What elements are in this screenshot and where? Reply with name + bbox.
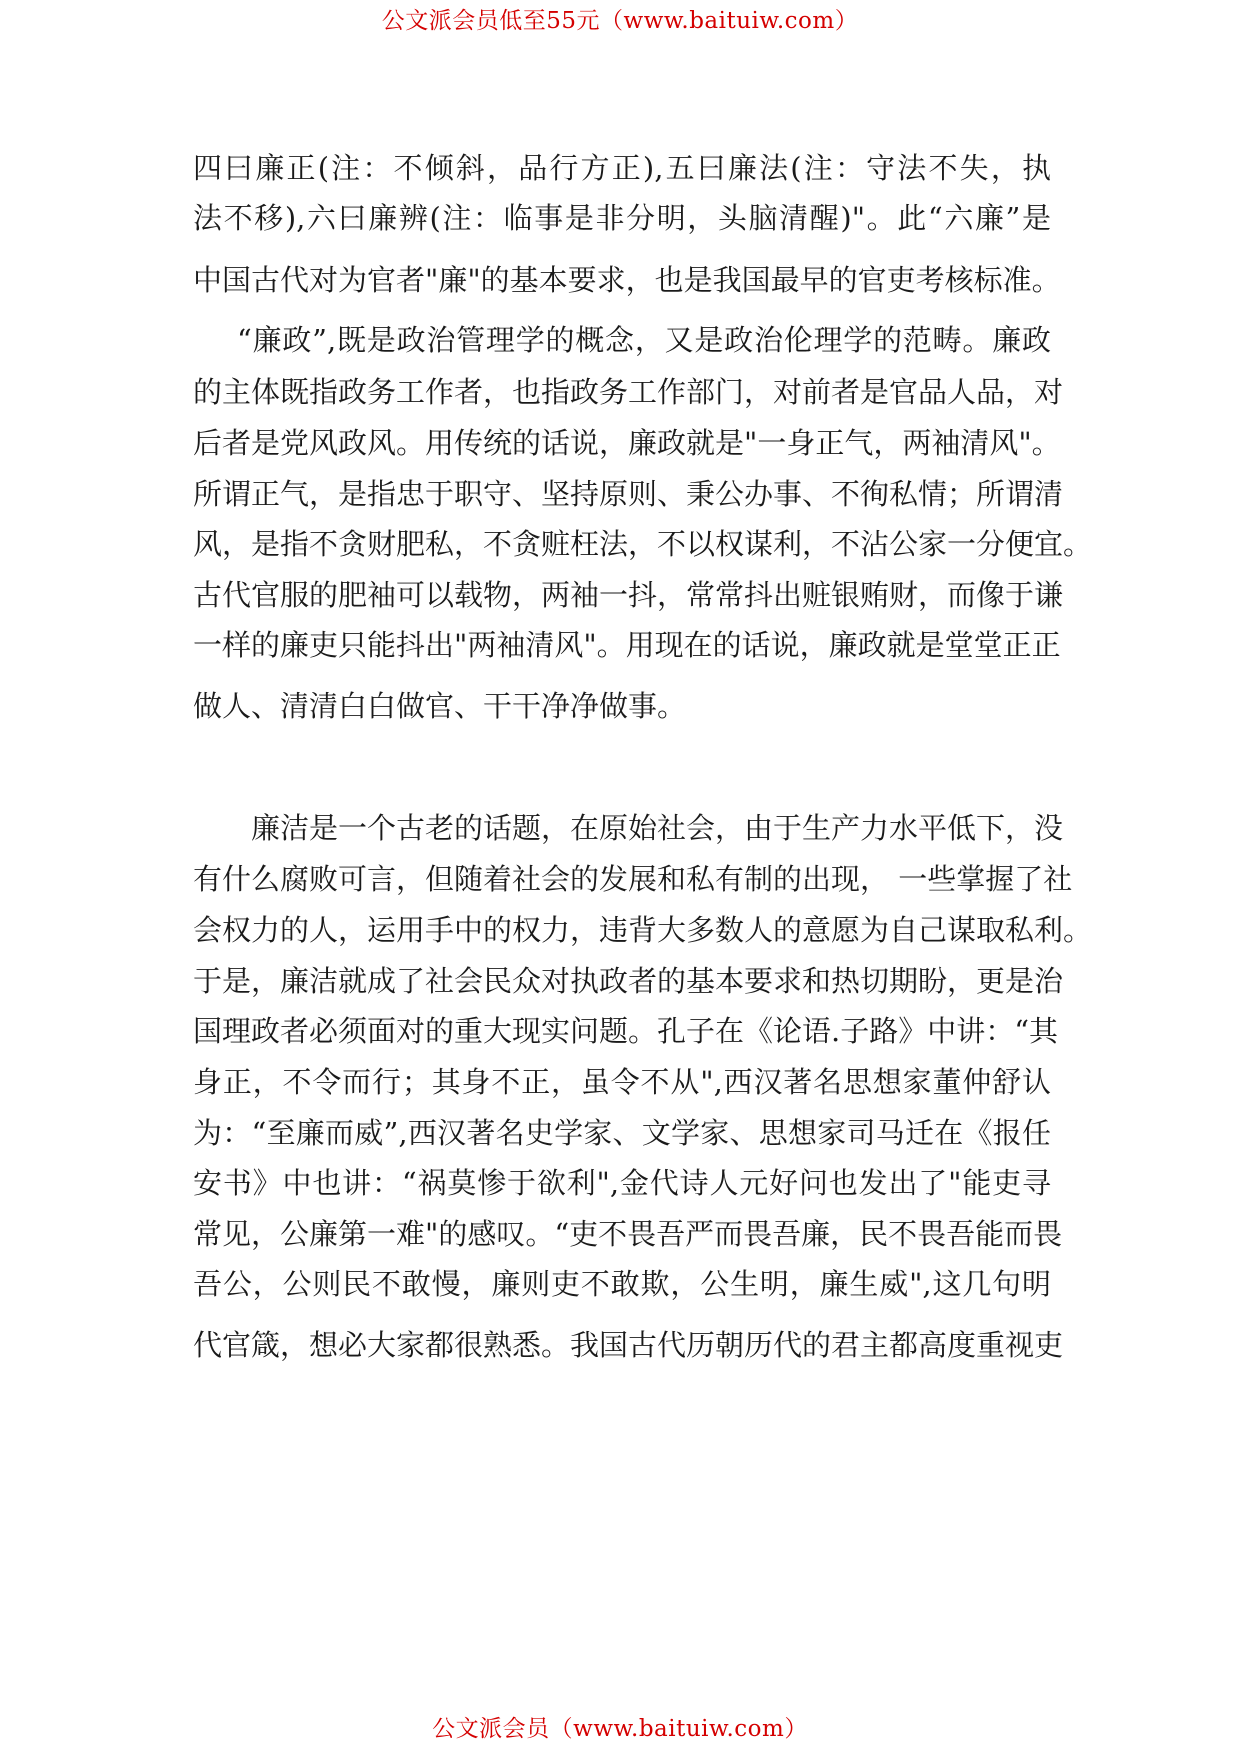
body-line: 风，是指不贪财肥私，不贪赃枉法，不以权谋利，不沾公家一分便宜。 — [193, 527, 1093, 561]
body-line: 后者是党风政风。用传统的话说，廉政就是"一身正气，两袖清风"。 — [193, 426, 1061, 460]
body-line: 一样的廉吏只能抖出"两袖清风"。用现在的话说，廉政就是堂堂正正 — [193, 628, 1061, 662]
body-line: 有什么腐败可言，但随着社会的发展和私有制的出现， 一些掌握了社 — [193, 862, 1073, 896]
body-line: 国理政者必须面对的重大现实问题。孔子在《论语.子路》中讲：“其 — [193, 1014, 1059, 1048]
body-line: 所谓正气，是指忠于职守、坚持原则、秉公办事、不徇私情；所谓清 — [193, 477, 1064, 511]
paragraph-end-line: 做人、清清白白做官、干干净净做事。 — [193, 689, 687, 723]
paragraph-start-line: 廉洁是一个古老的话题，在原始社会，由于生产力水平低下，没 — [251, 811, 1064, 845]
body-line: 于是，廉洁就成了社会民众对执政者的基本要求和热切期盼，更是治 — [193, 964, 1064, 998]
paragraph-start-line: “廉政”,既是政治管理学的概念，又是政治伦理学的范畴。廉政 — [237, 323, 1051, 357]
header-watermark-banner: 公文派会员低至55元（www.baituiw.com） — [381, 8, 859, 34]
body-line: 会权力的人，运用手中的权力，违背大多数人的意愿为自己谋取私利。 — [193, 913, 1093, 947]
body-line: 古代官服的肥袖可以载物，两袖一抖，常常抖出赃银贿财，而像于谦 — [193, 578, 1064, 612]
body-line: 身正，不令而行；其身不正，虽令不从",西汉著名思想家董仲舒认 — [193, 1065, 1051, 1099]
body-line: 四曰廉正(注：不倾斜，品行方正),五曰廉法(注：守法不失，执 — [193, 151, 1051, 185]
body-line: 安书》中也讲：“祸莫惨于欲利",金代诗人元好问也发出了"能吏寻 — [193, 1166, 1051, 1200]
footer-watermark-banner: 公文派会员（www.baituiw.com） — [432, 1716, 808, 1742]
body-line: 为：“至廉而威”,西汉著名史学家、文学家、思想家司马迁在《报任 — [193, 1116, 1051, 1150]
body-line: 吾公，公则民不敢慢，廉则吏不敢欺，公生明，廉生威",这几句明 — [193, 1267, 1051, 1301]
body-line: 代官箴，想必大家都很熟悉。我国古代历朝历代的君主都高度重视吏 — [193, 1328, 1064, 1362]
body-line: 常见，公廉第一难"的感叹。“吏不畏吾严而畏吾廉，民不畏吾能而畏 — [193, 1217, 1063, 1251]
body-line: 的主体既指政务工作者，也指政务工作部门，对前者是官品人品，对 — [193, 375, 1064, 409]
body-line: 法不移),六曰廉辨(注：临事是非分明，头脑清醒)"。此“六廉”是 — [193, 201, 1051, 235]
body-line: 中国古代对为官者"廉"的基本要求，也是我国最早的官吏考核标准。 — [193, 263, 1061, 297]
